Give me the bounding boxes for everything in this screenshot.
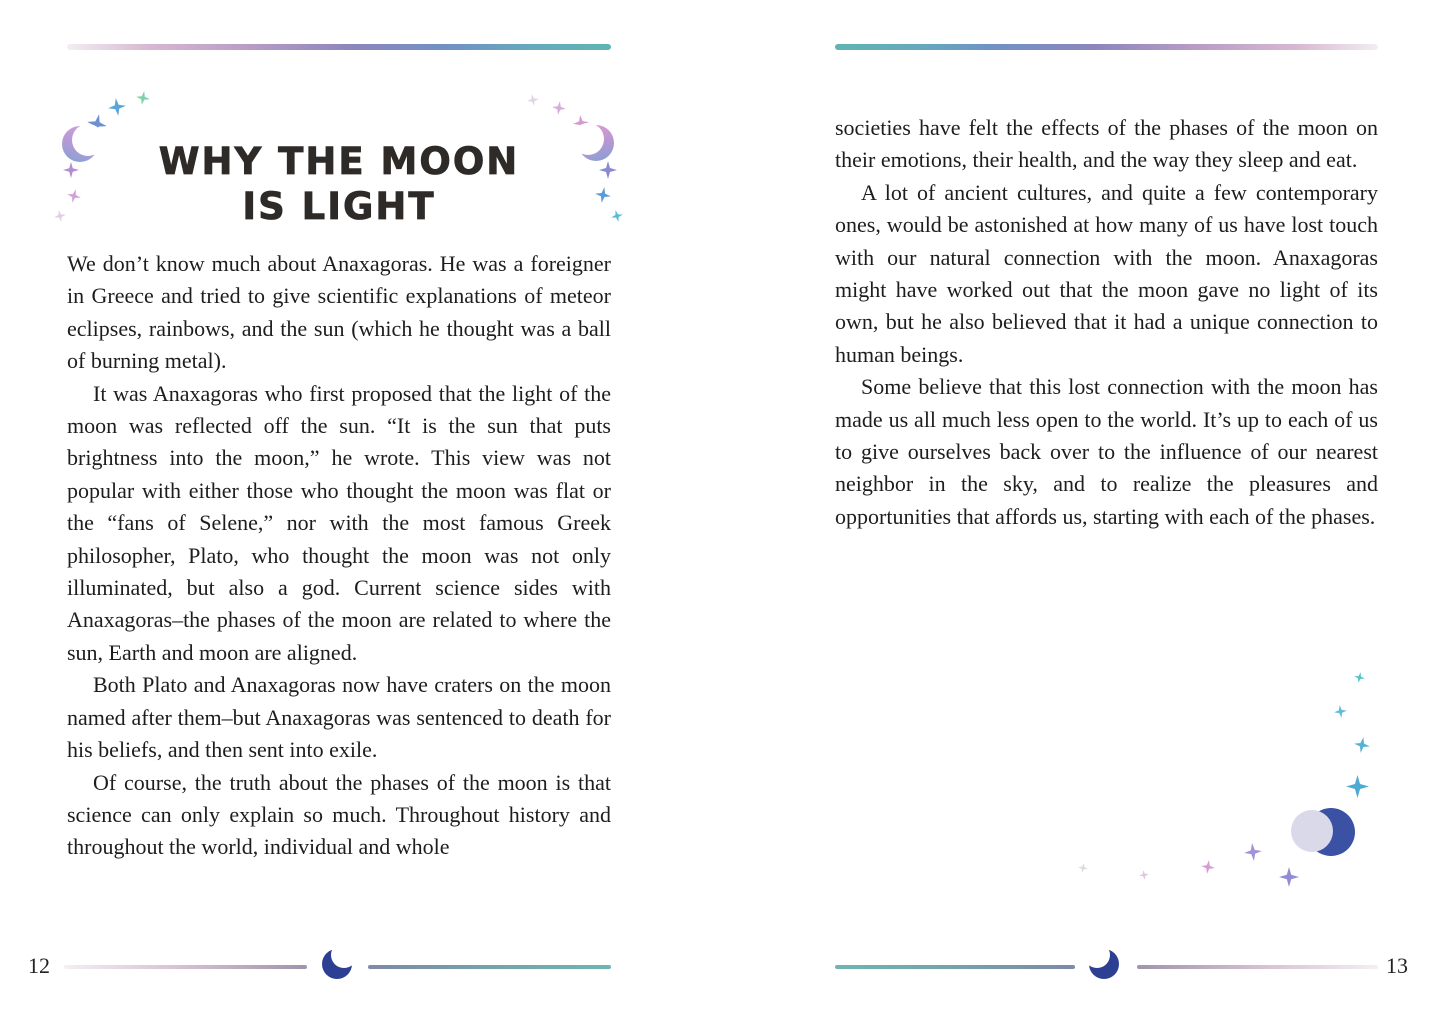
star-icon [107,97,127,117]
body-paragraph: Of course, the truth about the phases of the moon is that science can only explain so much. Throughout history and throughout the world, individual and whole [67,769,611,860]
left-page-body-text [67,248,611,864]
right-page-body-text [835,112,1378,533]
star-icon [526,93,540,107]
page-number-right: 13 [1386,953,1408,978]
chapter-title-line1: WHY THE MOON [158,139,520,183]
star-icon [1333,704,1348,719]
body-paragraph: Some believe that this lost connection with the moon has made us all much less open to the world. It’s up to each of us to give ourselves back over to the influence of our nearest neighbor in the sky, and to realize the pleasures and opportunities that affords us, starting with each of the phases. [835,374,1378,529]
top-divider-left [67,44,611,50]
footer-moon-icon [1089,949,1119,979]
star-icon [1138,869,1150,881]
star-icon [551,100,567,116]
star-icon [610,209,625,224]
star-icon [1353,671,1366,684]
body-paragraph: societies have felt the effects of the phases of the moon on their emotions, their health, and the way they sleep and eat. [835,115,1378,173]
footer-moon-icon [322,949,352,979]
star-icon [1200,859,1216,875]
star-icon [53,209,67,223]
page-number-left: 12 [28,953,50,978]
star-icon [1077,862,1089,874]
footer-divider-line [835,965,1075,969]
body-paragraph: A lot of ancient cultures, and quite a few contemporary ones, would be astonished at how many of us have lost touch with our natural connection with the moon. Anaxagoras might have worked out that the moon gave no light of its own, but he also believed that it had a unique connection to human beings. [835,179,1378,367]
star-icon [1346,775,1369,798]
star-icon [135,90,151,106]
star-icon [1279,867,1299,887]
star-icon [1353,736,1372,755]
chapter-title [67,139,611,229]
moon-icon [1307,808,1355,856]
body-paragraph: We don’t know much about Anaxagoras. He was a foreigner in Greece and tried to give scientific explanations of meteor eclipses, rainbows, and the sun (which he thought was a ball of burning metal). [67,251,611,374]
footer-divider-line [368,965,611,969]
chapter-title-line2: IS LIGHT [242,184,436,228]
body-paragraph: It was Anaxagoras who first proposed that the light of the moon was reflected off the sun. “It is the sun that puts brightness into the moon,” he wrote. This view was not popular with either those who thought the moon was flat or the “fans of Selene,” nor with the most famous Greek philosopher, Plato, who thought the moon was not only illuminated, but also a god. Current science sides with Anaxagoras–the phases of the moon are related to where the sun, Earth and moon are aligned. [67,380,611,665]
body-paragraph: Both Plato and Anaxagoras now have craters on the moon named after them–but Anaxagoras was sentenced to death for his beliefs, and then sent into exile. [67,672,611,763]
star-icon [1243,842,1263,862]
top-divider-right [835,44,1378,50]
footer-divider-line [64,965,307,969]
footer-divider-line [1137,965,1378,969]
